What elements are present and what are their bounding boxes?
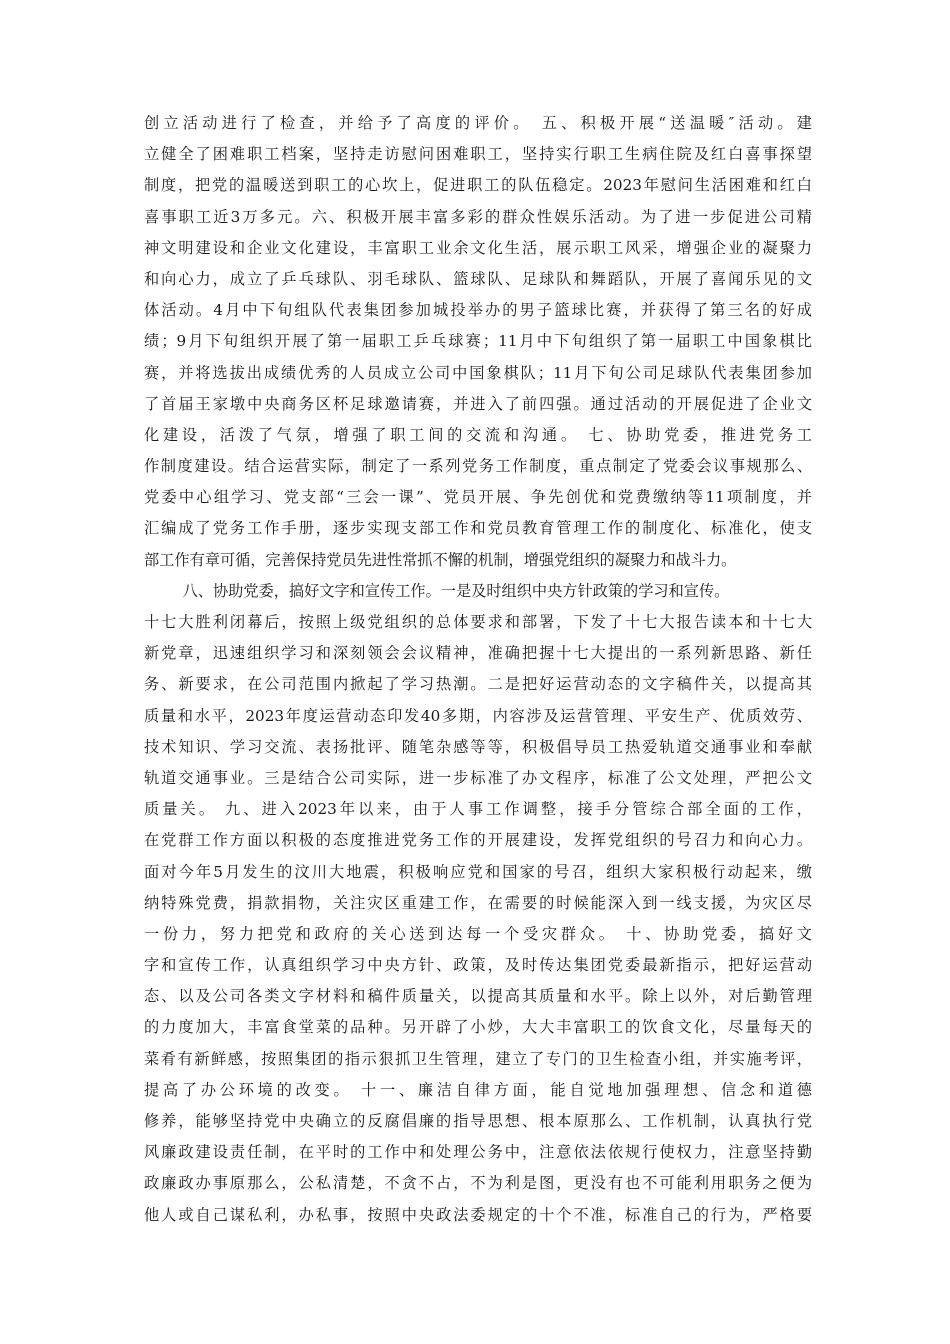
text-line: 风廉政建设责任制，在平时的工作中和处理公务中，注意依法依规行使权力，注意坚持勤	[144, 1143, 812, 1162]
text-line: 神文明建设和企业文化建设，丰富职工业余文化生活，展示职工风采，增强企业的凝聚力	[144, 238, 812, 257]
text-line: 绩；9月下旬组织开展了第一届职工乒乓球赛；11月中下旬组织了第一届职工中国象棋比	[144, 332, 812, 351]
text-line: 质量和水平，2023年度运营动态印发40多期，内容涉及运营管理、平安生产、优质效劳、	[144, 706, 812, 725]
text-line: 纳特殊党费，捐款捐物，关注灾区重建工作，在需要的时候能深入到一线支援，为灾区尽	[144, 893, 812, 912]
text-line: 的力度加大，丰富食堂菜的品种。另开辟了小炒，大大丰富职工的饮食文化，尽量每天的	[144, 1018, 812, 1037]
text-line: 面对今年5月发生的汶川大地震，积极响应党和国家的号召，组织大家积极行动起来，缴	[144, 862, 812, 881]
text-line: 制度，把党的温暖送到职工的心坎上，促进职工的队伍稳定。2023年慰问生活困难和红白	[144, 176, 812, 195]
text-line: 提高了办公环境的改变。 十一、廉洁自律方面，能自觉地加强理想、信念和道德	[144, 1080, 812, 1099]
text-line: 在党群工作方面以积极的态度推进党务工作的开展建设，发挥党组织的号召力和向心力。	[144, 831, 812, 850]
text-line: 新党章，迅速组织学习和深刻领会会议精神，准确把握十七大提出的一系列新思路、新任	[144, 644, 812, 663]
text-line: 十七大胜利闭幕后，按照上级党组织的总体要求和部署，下发了十七大报告读本和十七大	[144, 613, 812, 631]
text-line: 轨道交通事业。三是结合公司实际，进一步标准了办文程序，标准了公文处理，严把公文	[144, 768, 812, 787]
text-line: 政廉政办事原那么，公私清楚，不贪不占，不为利是图，更没有也不可能利用职务之便为	[144, 1174, 812, 1193]
text-line: 技术知识、学习交流、表扬批评、随笔杂感等等，积极倡导员工热爱轨道交通事业和奉献	[144, 737, 812, 756]
text-line: 党委中心组学习、党支部“三会一课”、党员开展、争先创优和党费缴纳等11项制度，并	[144, 488, 812, 507]
text-line: 立健全了困难职工档案，坚持走访慰问困难职工，坚持实行职工生病住院及红白喜事探望	[144, 145, 812, 164]
text-line: 创立活动进行了检查，并给予了高度的评价。 五、积极开展“送温暖″活动。建	[144, 114, 812, 132]
text-line: 部工作有章可循，完善保持党员先进性常抓不懈的机制，增强党组织的凝聚力和战斗力。	[144, 550, 737, 569]
text-line: 化建设，活泼了气氛，增强了职工间的交流和沟通。 七、协助党委，推进党务工	[144, 425, 812, 444]
text-line: 体活动。4月中下旬组队代表集团参加城投举办的男子篮球比赛，并获得了第三名的好成	[144, 301, 812, 320]
text-line: 喜事职工近3万多元。六、积极开展丰富多彩的群众性娱乐活动。为了进一步促进公司精	[144, 207, 812, 226]
text-line: 作制度建设。结合运营实际，制定了一系列党务工作制度，重点制定了党委会议事规那么、	[144, 457, 812, 476]
text-line: 务、新要求，在公司范围内掀起了学习热潮。二是把好运营动态的文字稿件关，以提高其	[144, 675, 812, 694]
text-line: 字和宣传工作，认真组织学习中央方针、政策，及时传达集团党委最新指示，把好运营动	[144, 956, 812, 975]
text-line: 八、协助党委，搞好文字和宣传工作。一是及时组织中央方针政策的学习和宣传。	[144, 581, 730, 600]
text-line: 他人或自己谋私利，办私事，按照中央政法委规定的十个不准，标准自己的行为，严格要	[144, 1205, 812, 1224]
text-line: 赛，并将选拔出成绩优秀的人员成立公司中国象棋队；11月下旬公司足球队代表集团参加	[144, 363, 812, 382]
text-line: 修养，能够坚持党中央确立的反腐倡廉的指导思想、根本原那么、工作机制，认真执行党	[144, 1112, 812, 1130]
text-line: 了首届王家墩中央商务区杯足球邀请赛，并进入了前四强。通过活动的开展促进了企业文	[144, 394, 812, 413]
text-line: 态、以及公司各类文字材料和稿件质量关，以提高其质量和水平。除上以外，对后勤管理	[144, 987, 812, 1006]
text-line: 和向心力，成立了乒乓球队、羽毛球队、篮球队、足球队和舞蹈队，开展了喜闻乐见的文	[144, 269, 812, 288]
text-line: 质量关。 九、进入2023年以来，由于人事工作调整，接手分管综合部全面的工作，	[144, 800, 812, 819]
text-line: 一份力，努力把党和政府的关心送到达每一个受灾群众。 十、协助党委，搞好文	[144, 924, 812, 943]
text-line: 菜肴有新鲜感，按照集团的指示狠抓卫生管理，建立了专门的卫生检查小组，并实施考评，	[144, 1049, 812, 1068]
document-page	[144, 108, 812, 1231]
text-line: 汇编成了党务工作手册，逐步实现支部工作和党员教育管理工作的制度化、标准化，使支	[144, 519, 812, 538]
